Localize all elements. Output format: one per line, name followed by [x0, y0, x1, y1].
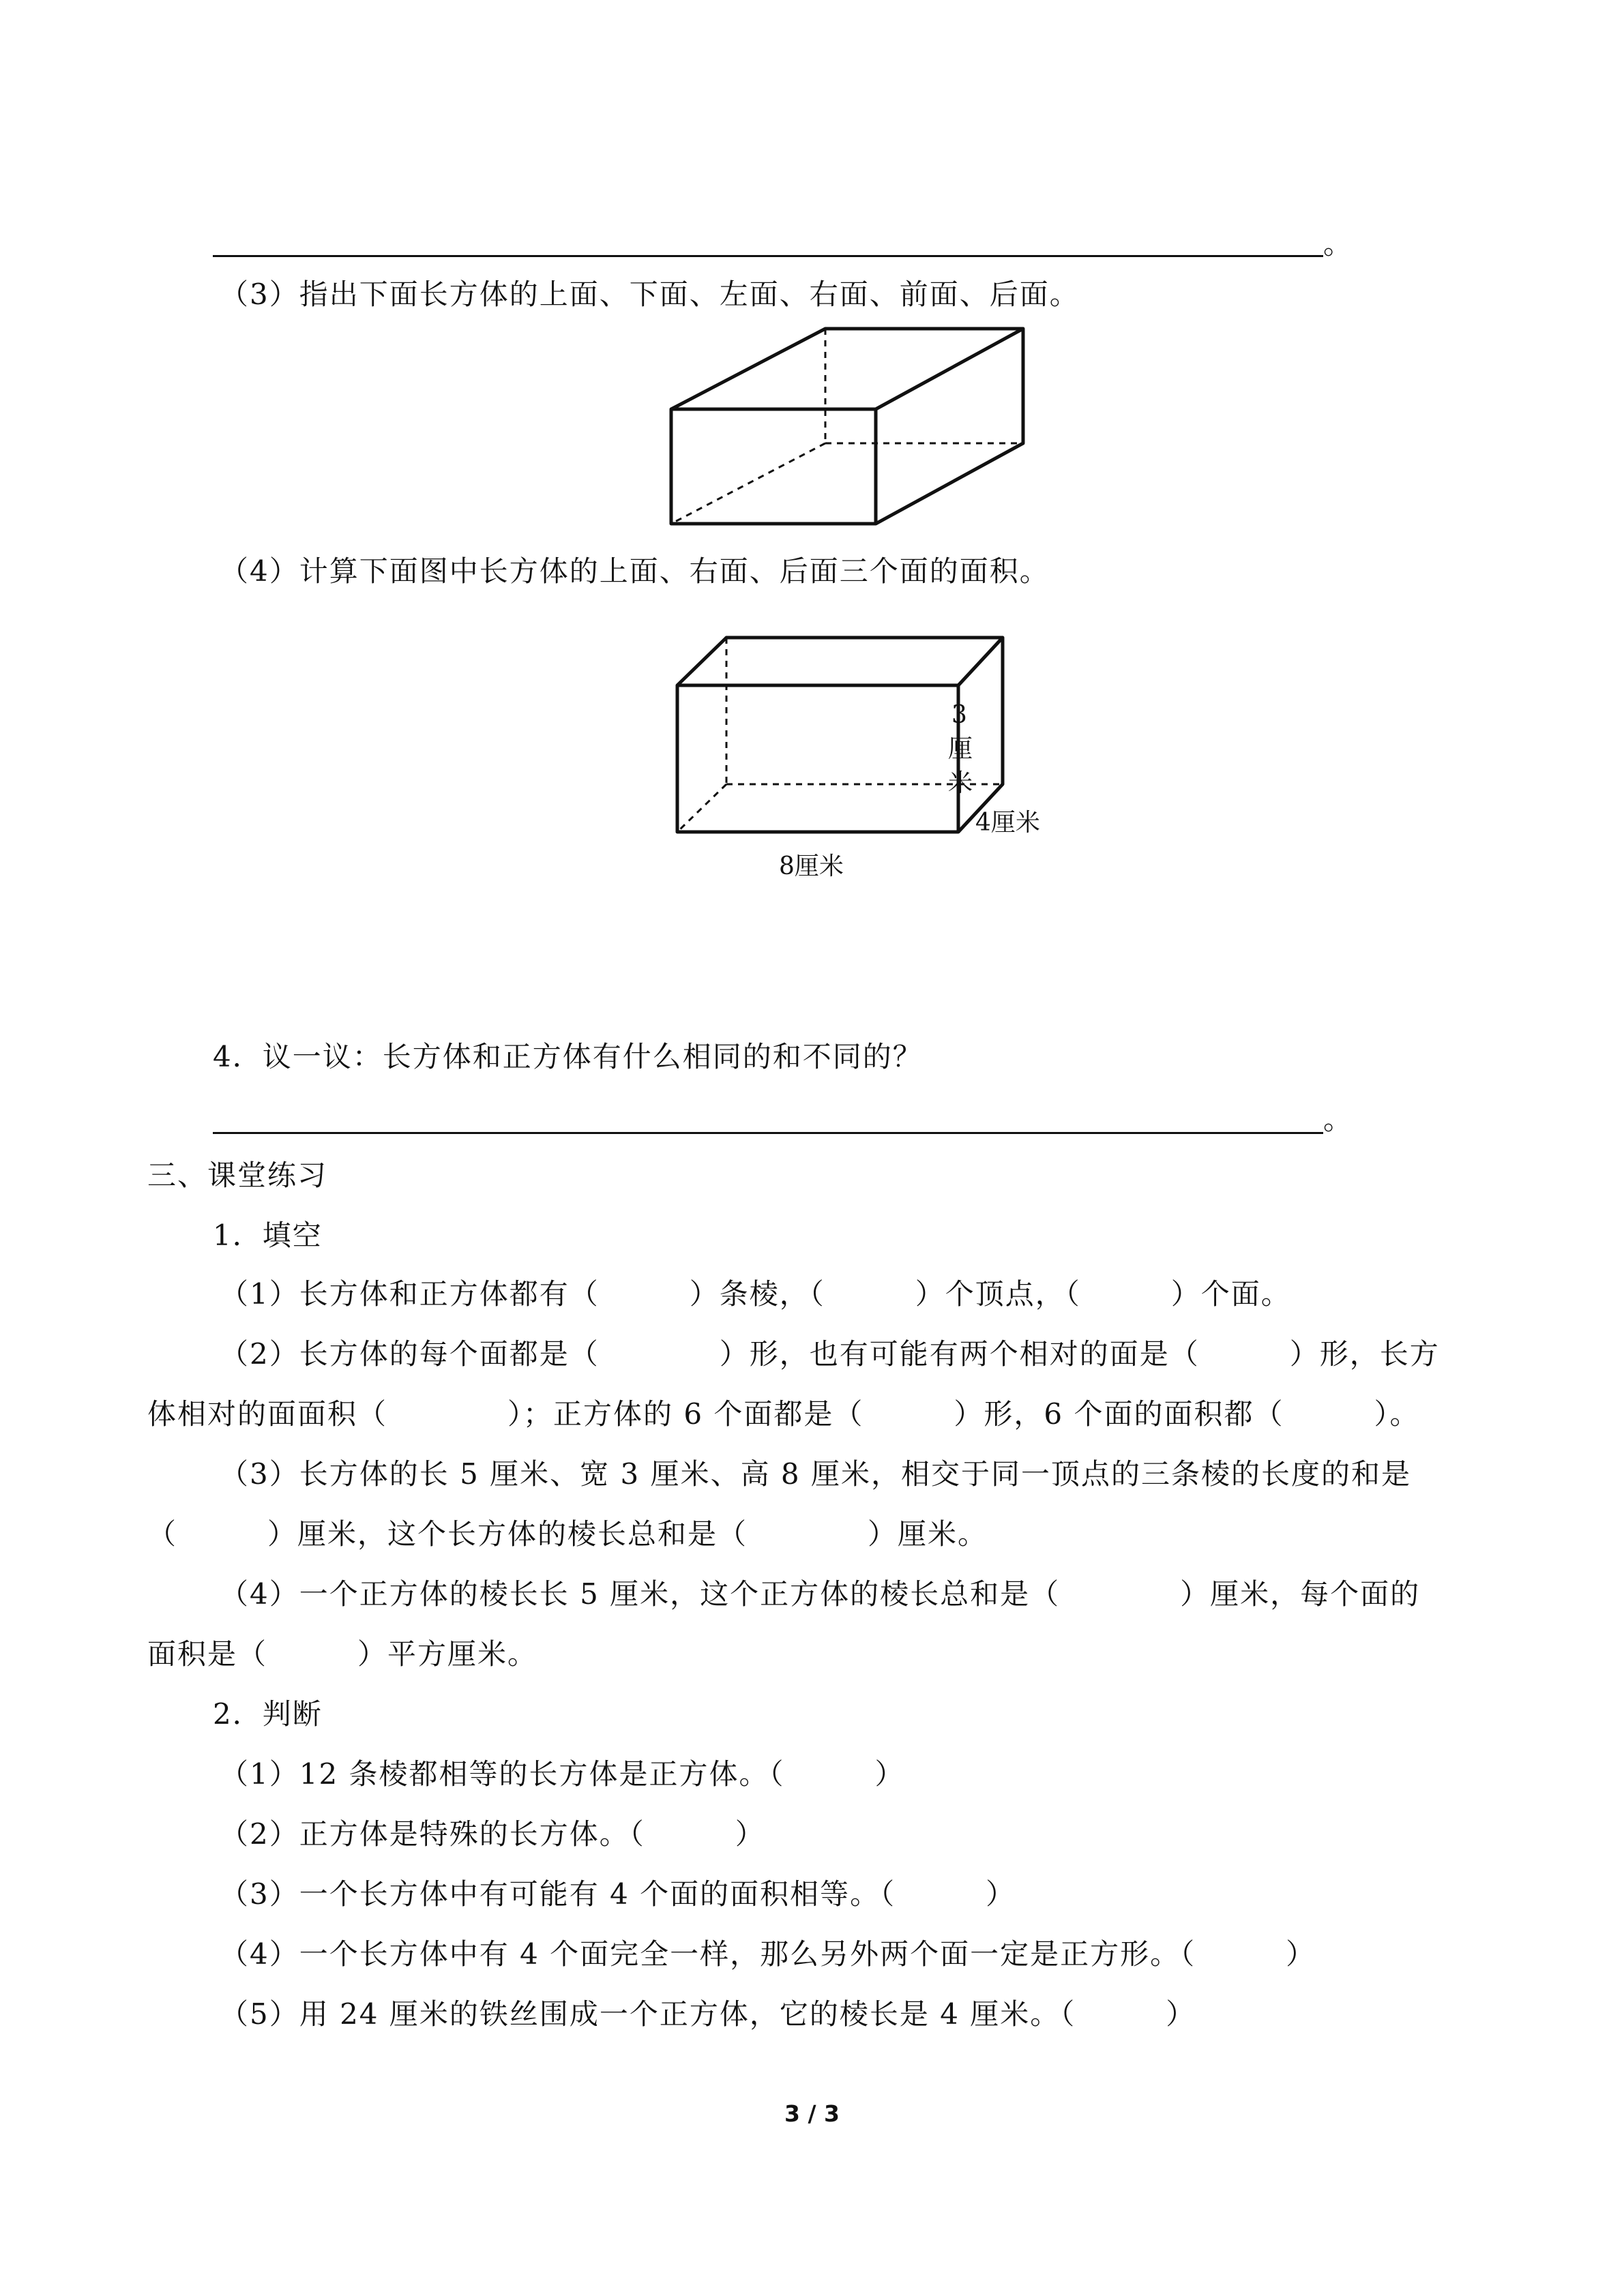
- fill-item-1: （1）长方体和正方体都有（ ）条棱，（ ）个顶点，（ ）个面。: [220, 1277, 1291, 1311]
- cuboid2-hidden-depth: [677, 784, 726, 832]
- question-4-text: （4）计算下面图中长方体的上面、右面、后面三个面的面积。: [220, 554, 1050, 588]
- cuboid1-right-edges: [876, 329, 1023, 524]
- fill-heading: 1．填空: [213, 1219, 323, 1252]
- fill-item-2-line-1: （2）长方体的每个面都是（ ）形，也有可能有两个相对的面是（ ）形，长方: [220, 1337, 1440, 1371]
- judge-item-1: （1）12 条棱都相等的长方体是正方体。（ ）: [220, 1757, 905, 1791]
- judge-heading: 2．判断: [213, 1697, 323, 1731]
- answer-line-discuss[interactable]: [213, 1132, 1323, 1134]
- section-3-heading: 三、课堂练习: [147, 1159, 328, 1192]
- height-label-value: 3: [951, 701, 967, 729]
- fill-item-3-line-2: （ ）厘米，这个长方体的棱长总和是（ ）厘米。: [147, 1517, 988, 1551]
- question-3-text: （3）指出下面长方体的上面、下面、左面、右面、前面、后面。: [220, 278, 1080, 311]
- answer-line-discuss-period: 。: [1323, 1103, 1353, 1136]
- discuss-question: 4．议一议：长方体和正方体有什么相同的和不同的？: [213, 1040, 923, 1073]
- judge-item-2: （2）正方体是特殊的长方体。（ ）: [220, 1817, 765, 1851]
- cuboid1-hidden-depth: [671, 443, 825, 524]
- cuboid-figure-2: [668, 627, 1078, 886]
- answer-line-top[interactable]: [213, 255, 1323, 257]
- height-label-unit-1: 厘: [948, 735, 973, 763]
- cuboid1-front-face: [671, 409, 876, 524]
- width-label: 4厘米: [975, 809, 1040, 837]
- cuboid2-front-face: [677, 685, 958, 832]
- length-label: 8厘米: [779, 852, 844, 880]
- judge-item-4: （4）一个长方体中有 4 个面完全一样，那么另外两个面一定是正方形。（ ）: [220, 1937, 1316, 1971]
- answer-line-top-period: 。: [1323, 227, 1353, 260]
- cuboid-figure-1: [655, 320, 1037, 532]
- judge-item-5: （5）用 24 厘米的铁丝围成一个正方体，它的棱长是 4 厘米。（ ）: [220, 1997, 1196, 2031]
- judge-item-3: （3）一个长方体中有可能有 4 个面的面积相等。（ ）: [220, 1877, 1016, 1911]
- height-label-unit-2: 米: [948, 769, 973, 797]
- fill-item-3-line-1: （3）长方体的长 5 厘米、宽 3 厘米、高 8 厘米，相交于同一顶点的三条棱的长度的和是: [220, 1457, 1411, 1491]
- page-number: 3 / 3: [784, 2100, 840, 2127]
- fill-item-4-line-2: 面积是（ ）平方厘米。: [147, 1637, 538, 1671]
- fill-item-4-line-1: （4）一个正方体的棱长长 5 厘米，这个正方体的棱长总和是（ ）厘米，每个面的: [220, 1577, 1421, 1611]
- cuboid1-top-edges: [671, 329, 1023, 409]
- fill-item-2-line-2: 体相对的面面积（ ）；正方体的 6 个面都是（ ）形，6 个面的面积都（ ）。: [147, 1397, 1420, 1431]
